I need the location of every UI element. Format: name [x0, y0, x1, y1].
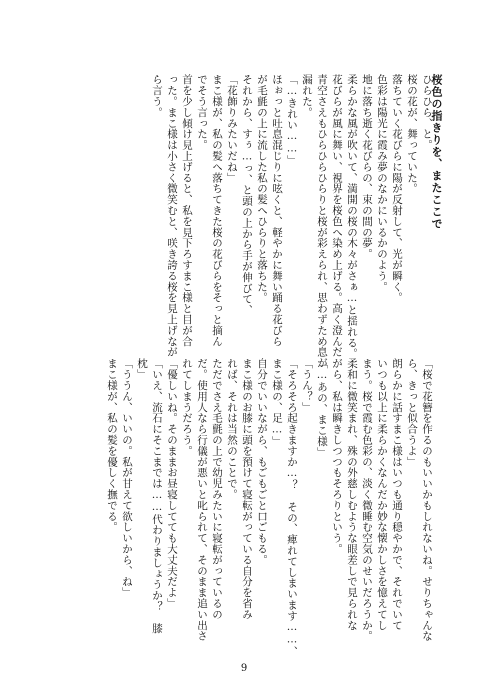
text-column: いつも以上に柔らかくなんだか妙な懐かしさを憶えてし	[376, 358, 388, 631]
text-column: れてしまうだろう。	[181, 358, 193, 457]
chapter-title: 桜色の指きりを、またここで	[430, 74, 443, 230]
text-column: でそう言った。	[196, 74, 208, 151]
text-column: 色彩は陽光に霞み夢のなかにいるかのよう。	[376, 74, 388, 292]
text-column: 落ちていく花びらに陽が反射して、光が瞬く。	[391, 74, 403, 303]
text-column: 「優しいね。そのままお昼寝してても大丈夫だよ」	[166, 358, 178, 609]
text-column: 枕」	[136, 358, 148, 380]
text-column: 首を少し傾け見上げると、私を見下ろすまこ様と目が合	[181, 74, 193, 347]
text-column: 柔らかな風が吹いて、満開の桜の木々がさぁ…と揺れる。	[346, 74, 358, 359]
text-column: ら、きっと似合うよ」	[406, 358, 418, 467]
text-column: れば、それは当然のことで。	[226, 358, 238, 500]
text-column: 地に落ち逝く花びらの、束の間の夢。	[361, 74, 373, 260]
text-column: だ。使用人なら行儀が悪いと叱られて、そのまま追い出さ	[196, 358, 208, 642]
text-column: 柔和に微笑まれ、殊の外慈しむような眼差しで見られな	[346, 358, 358, 631]
text-column: 青空さえもひらひらひらりと桜が彩えられ、思わずため息が	[316, 74, 328, 369]
text-column: まこ様が、私の髪へ落ちてきた桜の花びらをそっと摘ん	[211, 74, 223, 347]
text-column: ら言う。	[151, 74, 163, 118]
text-column: 「ううん、いいの。私が甘えて欲しいから、ね」	[121, 358, 133, 598]
text-column: まう。桜で霞む色彩の、淡く微睡む空気のせいだろうか。	[361, 358, 373, 642]
page-number: 9	[240, 663, 248, 674]
text-column: ただでさえ毛氈の上で幼児みたいに寝転がっているの	[211, 358, 223, 620]
text-column: まこ様の、足…」	[271, 358, 283, 447]
text-column: ほぉっと吐息混じりに呟くと、軽やかに舞い踊る花びら	[271, 74, 283, 347]
text-column: ひらひら、と。	[421, 74, 433, 151]
text-column: った。まこ様は小さく微笑むと、咲き誇る桜を見上げなが	[166, 74, 178, 358]
text-block-upper	[149, 74, 434, 369]
text-column: 自分でいいながら、もごもごと口ごもる。	[256, 358, 268, 566]
text-column: 「うん？」	[301, 358, 313, 413]
text-column: それから、すぅ…っ、と頭の上から手が伸びて、	[241, 74, 253, 316]
text-column: まこ様のお膝に頭を預けて寝転がっている自分を省み	[241, 358, 253, 620]
text-column: 漏れた。	[301, 74, 313, 118]
text-column: 朗らかに話すまこ様はいつも通り穏やかで、それでいて	[391, 358, 403, 631]
text-column: まこ様が、私の髪を優しく撫でる。	[106, 358, 118, 533]
text-column: 「桜で花簪を作るのもいいかもしれないね。せりちゃんな	[421, 358, 433, 642]
text-column: が毛氈の上に流した私の髪へひらりと落ちた。	[256, 74, 268, 303]
text-block-lower	[104, 358, 434, 657]
text-column: 「花飾りみたいだね」	[226, 74, 238, 183]
text-column: 「…あの、まこ様」	[316, 358, 328, 458]
text-column: がら、私は瞬きしつつもそろりという。	[331, 358, 343, 555]
text-column: 「…きれい……」	[286, 74, 298, 166]
text-column: 花びらが風に舞い、視界を桜色へ染め上げる。高く澄んだ	[331, 74, 343, 358]
text-column: 桜の花が、舞っていた。	[406, 74, 418, 194]
text-column: 「いえ、流石にそこまでは……代わりましょうか？ 膝	[151, 358, 163, 634]
text-column: 「そろそろ起きますか…？ その、痺れてしまいます……、	[286, 358, 298, 657]
